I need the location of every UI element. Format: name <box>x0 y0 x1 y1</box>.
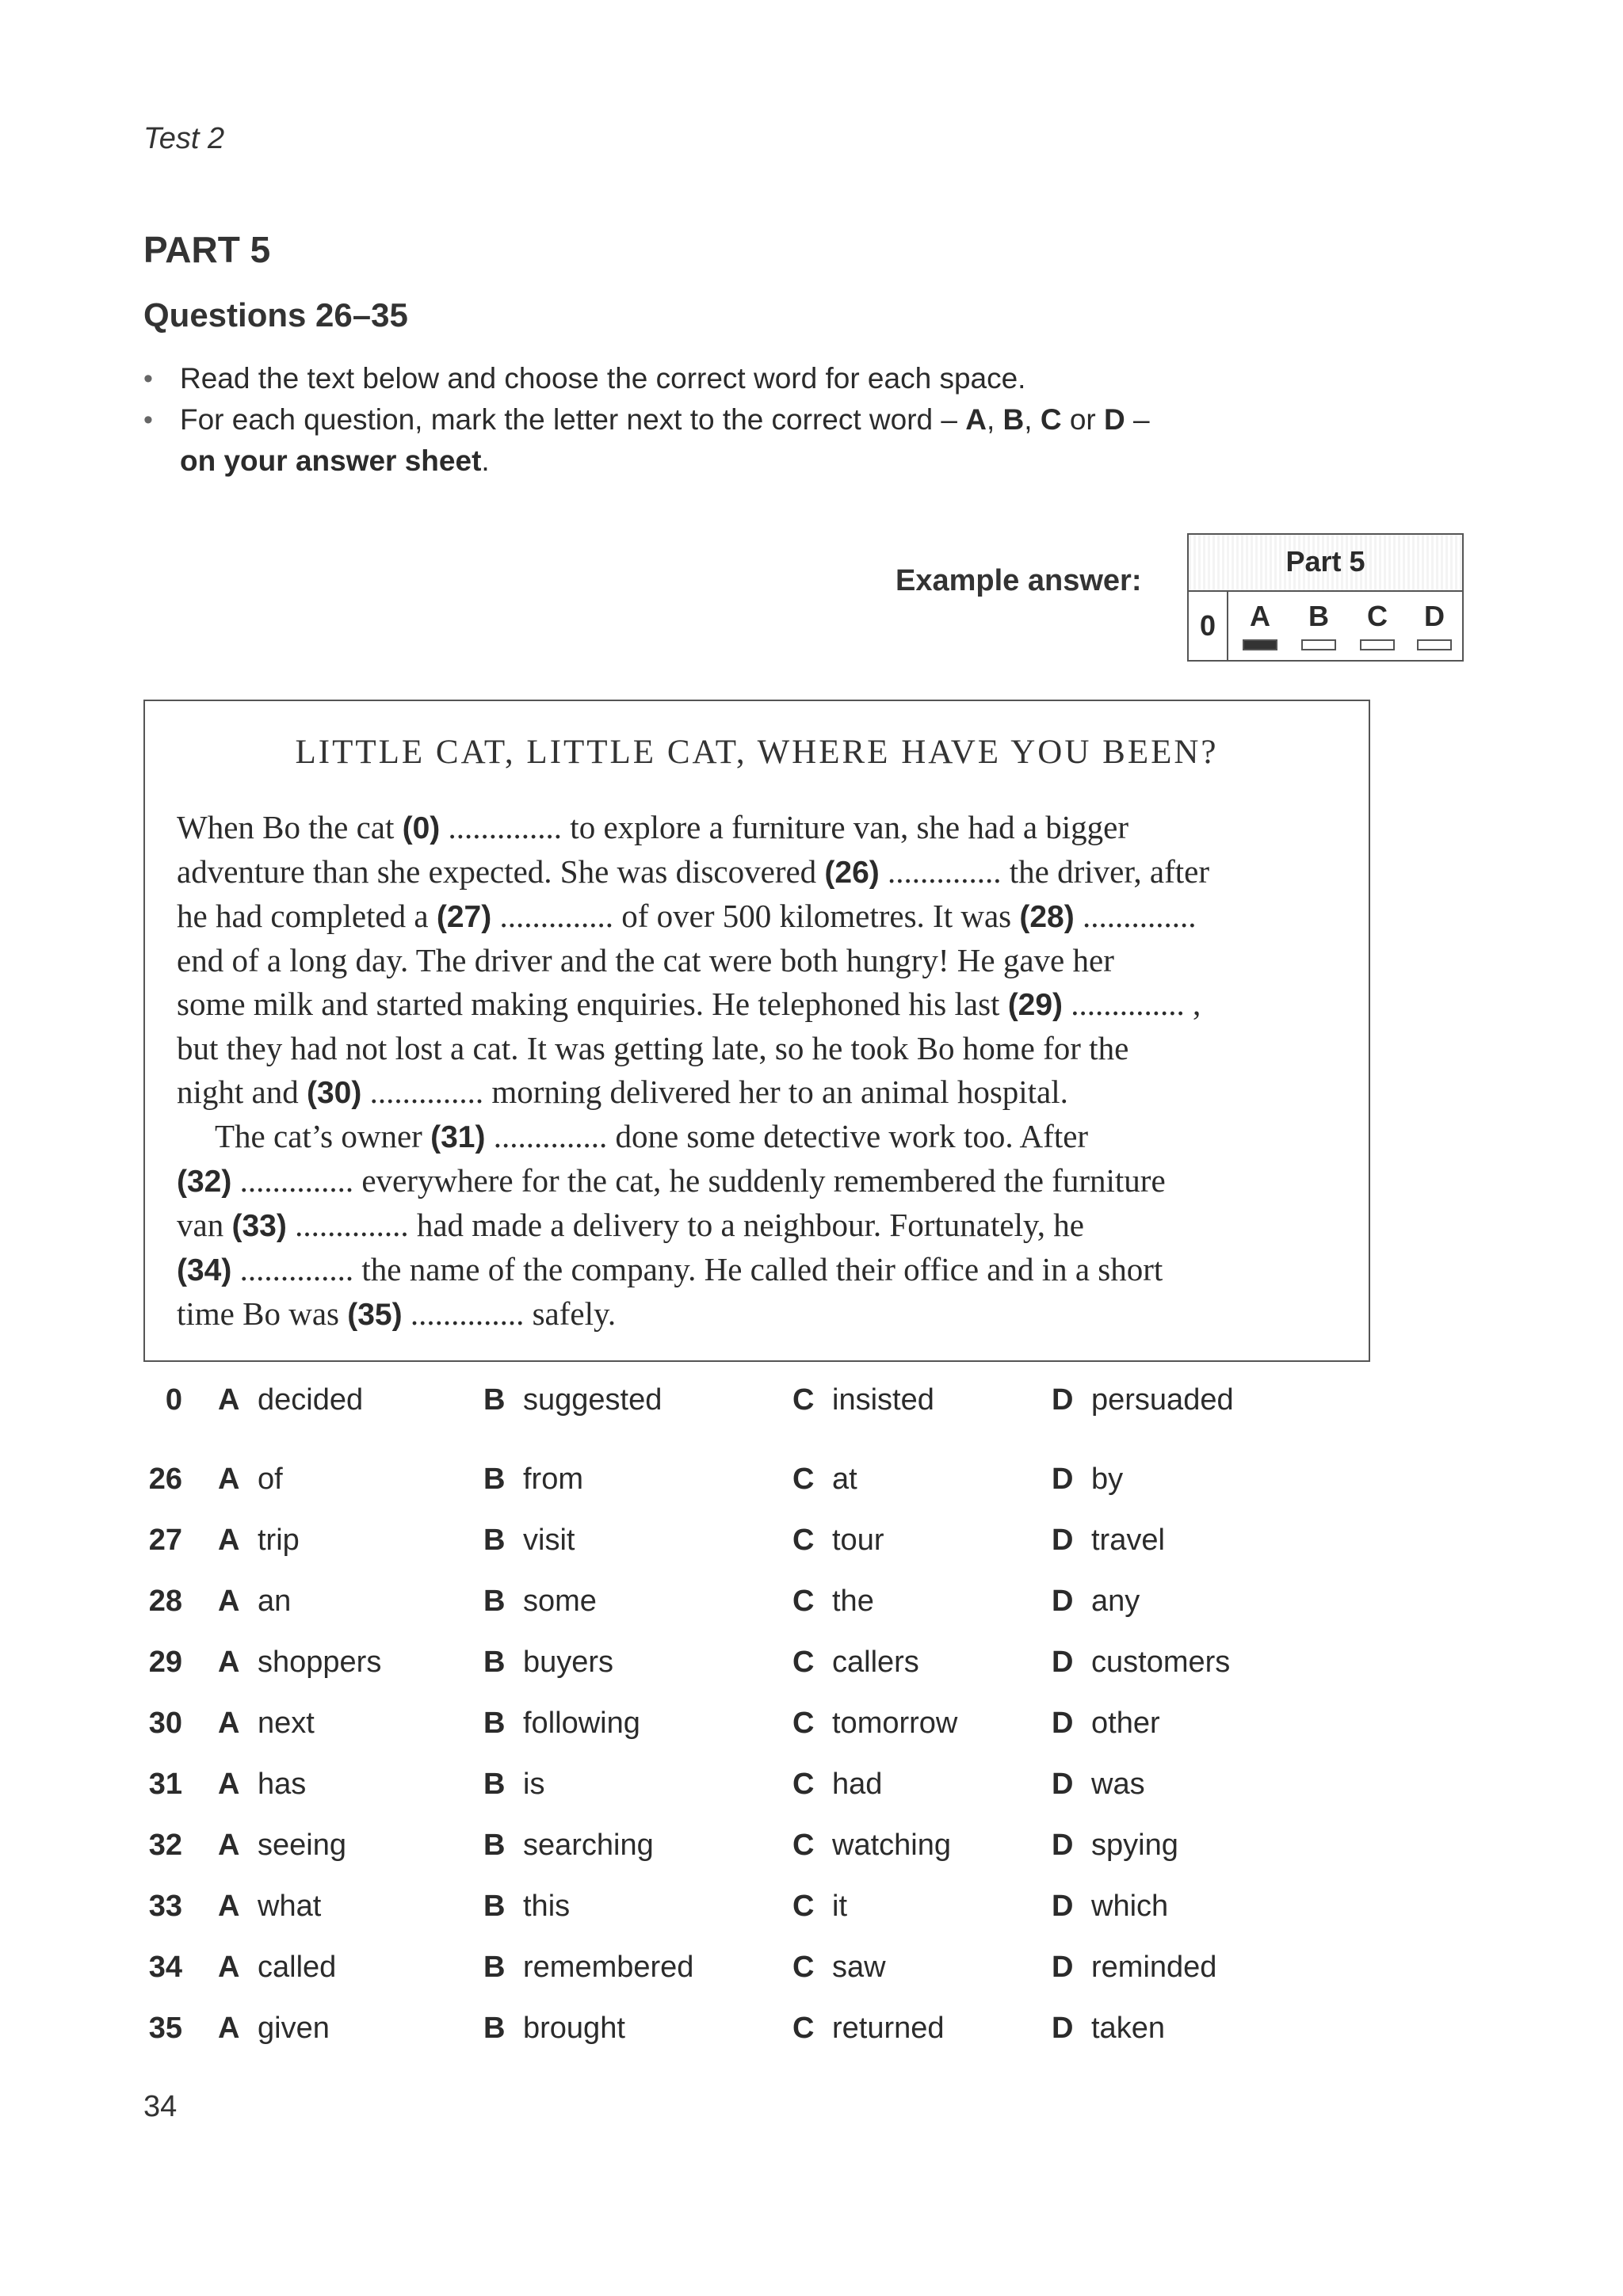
question-number: 31 <box>148 1768 182 1801</box>
passage-text: .............. morning delivered her to an animal hospital. <box>361 1074 1068 1110</box>
gap-number: (32) <box>177 1165 232 1199</box>
option-d <box>1052 1463 1123 1497</box>
question-number: 28 <box>148 1585 182 1618</box>
option-d <box>1052 1707 1160 1741</box>
option-b <box>483 1585 597 1619</box>
passage-line <box>177 1115 1342 1159</box>
option-word: saw <box>832 1951 886 1984</box>
option-row <box>135 2012 1403 2059</box>
option-d <box>1052 1383 1234 1417</box>
option-a <box>218 1524 300 1558</box>
answer-mark-a <box>1243 639 1277 650</box>
separator: – <box>1125 403 1150 436</box>
passage-line <box>177 939 1342 982</box>
letter-b: B <box>1002 403 1025 436</box>
option-a <box>218 1829 346 1863</box>
option-c <box>792 1951 886 1985</box>
option-letter: A <box>218 2012 240 2045</box>
option-letter: A <box>218 1829 240 1862</box>
option-word: remembered <box>523 1951 694 1984</box>
option-word: trip <box>258 1524 300 1557</box>
option-letter: C <box>792 1890 815 1923</box>
passage-line <box>177 1070 1342 1115</box>
option-word: tour <box>832 1524 884 1557</box>
option-letter: A <box>218 1463 240 1496</box>
option-d <box>1052 1524 1165 1558</box>
option-word: at <box>832 1463 857 1496</box>
passage-line <box>177 1292 1342 1337</box>
option-word: other <box>1091 1707 1160 1740</box>
option-c <box>792 1463 857 1497</box>
page-number: 34 <box>143 2090 178 2123</box>
answer-box-number: 0 <box>1189 592 1228 660</box>
gap-number: (30) <box>306 1076 362 1110</box>
passage-text: some milk and started making enquiries. He telephoned his last <box>177 986 1008 1022</box>
option-d <box>1052 1951 1216 1985</box>
option-letter: C <box>792 1951 815 1984</box>
option-word: is <box>523 1768 545 1801</box>
running-header: Test 2 <box>143 122 225 155</box>
passage-text: adventure than she expected. She was discovered <box>177 853 825 890</box>
gap-number: (27) <box>436 900 492 934</box>
option-letter: D <box>1052 1646 1074 1679</box>
option-word: callers <box>832 1646 919 1679</box>
option-letter: C <box>792 1585 815 1618</box>
passage-line <box>177 1027 1342 1070</box>
gap-number: (34) <box>177 1253 232 1287</box>
passage-text: van <box>177 1207 232 1243</box>
option-letter: D <box>1052 1585 1074 1618</box>
question-number: 32 <box>148 1829 182 1862</box>
question-number: 30 <box>148 1707 182 1740</box>
question-number: 35 <box>148 2012 182 2045</box>
option-a <box>218 2012 330 2046</box>
option-letter: B <box>483 1463 506 1496</box>
passage-line <box>177 806 1342 850</box>
option-a <box>218 1463 283 1497</box>
gap-number: (31) <box>430 1120 486 1154</box>
option-word: has <box>258 1768 307 1801</box>
option-letter: B <box>483 1890 506 1923</box>
question-number: 33 <box>148 1890 182 1923</box>
option-letter: C <box>792 2012 815 2045</box>
option-b <box>483 1463 583 1497</box>
letter-c: C <box>1040 403 1062 436</box>
passage-text: .............. the name of the company. He called their office and in a short <box>231 1251 1163 1287</box>
gap-number: (33) <box>231 1209 287 1243</box>
option-letter: B <box>483 1585 506 1618</box>
option-word: watching <box>832 1829 951 1862</box>
answer-option-a: A <box>1250 600 1270 632</box>
passage-line <box>177 982 1342 1027</box>
option-word: this <box>523 1890 571 1923</box>
passage-line <box>177 1248 1342 1292</box>
passage-text: night and <box>177 1074 307 1110</box>
separator: or <box>1061 403 1105 436</box>
question-number: 29 <box>148 1646 182 1679</box>
option-b <box>483 1768 544 1802</box>
option-c <box>792 1585 874 1619</box>
option-word: next <box>258 1707 315 1740</box>
option-word: visit <box>523 1524 575 1557</box>
option-word: any <box>1091 1585 1140 1618</box>
example-answer-label: Example answer: <box>896 564 1142 597</box>
passage-text: end of a long day. The driver and the cat were both hungry! He gave her <box>177 942 1114 978</box>
option-word: tomorrow <box>832 1707 958 1740</box>
option-letter: C <box>792 1646 815 1679</box>
option-letter: A <box>218 1524 240 1557</box>
option-letter: C <box>792 1383 815 1417</box>
option-b <box>483 1890 570 1924</box>
question-number: 34 <box>148 1951 182 1984</box>
option-d <box>1052 1768 1145 1802</box>
option-letter: B <box>483 1829 506 1862</box>
option-letter: C <box>792 1707 815 1740</box>
letter-d: D <box>1104 403 1125 436</box>
option-d <box>1052 1585 1140 1619</box>
option-letter: A <box>218 1383 240 1417</box>
option-word: some <box>523 1585 597 1618</box>
option-d <box>1052 1829 1178 1863</box>
option-b <box>483 1951 693 1985</box>
instruction-text: For each question, mark the letter next to the correct word – <box>180 403 966 436</box>
answer-option-d: D <box>1424 600 1445 632</box>
option-b <box>483 1524 575 1558</box>
option-word: the <box>832 1585 874 1618</box>
option-a <box>218 1951 336 1985</box>
option-letter: D <box>1052 1890 1074 1923</box>
passage-text: .............. of over 500 kilometres. It was <box>491 898 1020 934</box>
option-letter: D <box>1052 1707 1074 1740</box>
option-word: customers <box>1091 1646 1231 1679</box>
option-letter: C <box>792 1524 815 1557</box>
option-row <box>135 1707 1403 1754</box>
option-row <box>135 1829 1403 1876</box>
passage-text: .............. safely. <box>402 1295 617 1332</box>
example-answer-box <box>1187 533 1464 662</box>
option-word: buyers <box>523 1646 614 1679</box>
instruction-item <box>143 358 1269 399</box>
option-c <box>792 1829 951 1863</box>
option-letter: D <box>1052 1383 1074 1417</box>
answer-option-b: B <box>1308 600 1329 632</box>
answer-sheet-note: on your answer sheet <box>180 444 482 477</box>
separator: . <box>481 444 490 477</box>
option-letter: A <box>218 1951 240 1984</box>
option-letter: C <box>792 1829 815 1862</box>
instruction-item <box>143 399 1269 482</box>
option-letter: B <box>483 1707 506 1740</box>
passage-text: he had completed a <box>177 898 437 934</box>
option-word: by <box>1091 1463 1124 1496</box>
passage-text: When Bo the cat <box>177 809 403 845</box>
passage-body <box>177 806 1342 1337</box>
option-letter: B <box>483 1768 506 1801</box>
passage-title: LITTLE CAT, LITTLE CAT, WHERE HAVE YOU BEEN? <box>295 734 1219 771</box>
option-word: persuaded <box>1091 1383 1234 1417</box>
passage-text: time Bo was <box>177 1295 348 1332</box>
option-word: what <box>258 1890 322 1923</box>
question-number: 27 <box>148 1524 182 1557</box>
option-b <box>483 1646 613 1680</box>
option-word: reminded <box>1091 1951 1217 1984</box>
option-letter: D <box>1052 1951 1074 1984</box>
option-b <box>483 2012 625 2046</box>
passage-line <box>177 1203 1342 1248</box>
passage-text: .............. had made a delivery to a neighbour. Fortunately, he <box>286 1207 1084 1243</box>
option-letter: B <box>483 1524 506 1557</box>
option-word: was <box>1091 1768 1145 1801</box>
passage-text: .............. <box>1074 898 1197 934</box>
answer-mark-b <box>1301 639 1336 650</box>
option-c <box>792 2012 945 2046</box>
option-letter: A <box>218 1585 240 1618</box>
passage-text: but they had not lost a cat. It was getting late, so he took Bo home for the <box>177 1030 1129 1066</box>
option-word: which <box>1091 1890 1169 1923</box>
gap-number: (28) <box>1019 900 1075 934</box>
option-letter: A <box>218 1646 240 1679</box>
passage-line <box>177 850 1342 894</box>
option-letter: D <box>1052 1524 1074 1557</box>
option-a <box>218 1383 363 1417</box>
option-word: suggested <box>523 1383 663 1417</box>
passage-text: .............. the driver, after <box>879 853 1209 890</box>
answer-mark-d <box>1417 639 1452 650</box>
question-number: 26 <box>148 1463 182 1496</box>
option-row <box>135 1951 1403 1998</box>
option-word: spying <box>1091 1829 1178 1862</box>
option-word: shoppers <box>258 1646 382 1679</box>
option-letter: B <box>483 1951 506 1984</box>
option-letter: D <box>1052 1768 1074 1801</box>
option-word: seeing <box>258 1829 346 1862</box>
option-word: called <box>258 1951 337 1984</box>
option-letter: C <box>792 1768 815 1801</box>
gap-number: (26) <box>824 856 880 890</box>
option-c <box>792 1768 882 1802</box>
option-letter: A <box>218 1768 240 1801</box>
option-c <box>792 1646 919 1680</box>
option-letter: B <box>483 1383 506 1417</box>
option-letter: D <box>1052 1463 1074 1496</box>
option-letter: C <box>792 1463 815 1496</box>
option-row <box>135 1524 1403 1571</box>
question-number: 0 <box>165 1383 182 1417</box>
gap-number: (29) <box>1007 988 1064 1022</box>
option-word: an <box>258 1585 292 1618</box>
reading-text-box <box>143 700 1370 1362</box>
option-word: returned <box>832 2012 945 2045</box>
option-row <box>135 1585 1403 1632</box>
gap-number: (35) <box>347 1298 403 1332</box>
passage-text: .............. to explore a furniture van, she had a bigger <box>440 809 1129 845</box>
option-letter: A <box>218 1890 240 1923</box>
option-a <box>218 1768 306 1802</box>
option-c <box>792 1707 957 1741</box>
answer-box-title: Part 5 <box>1189 535 1462 592</box>
option-word: searching <box>523 1829 654 1862</box>
option-word: insisted <box>832 1383 934 1417</box>
option-c <box>792 1524 884 1558</box>
option-word: given <box>258 2012 330 2045</box>
option-d <box>1052 2012 1165 2046</box>
gap-number: (0) <box>402 811 441 845</box>
option-row <box>135 1646 1403 1693</box>
passage-text: .............. done some detective work too. After <box>485 1118 1089 1154</box>
option-a <box>218 1707 315 1741</box>
answer-option-c: C <box>1367 600 1388 632</box>
letter-a: A <box>965 403 987 436</box>
option-word: following <box>523 1707 640 1740</box>
part-title: PART 5 <box>143 229 271 270</box>
option-d <box>1052 1890 1168 1924</box>
option-word: travel <box>1091 1524 1165 1557</box>
instruction-text: Read the text below and choose the correct word for each space. <box>180 362 1026 395</box>
option-word: from <box>523 1463 583 1496</box>
passage-line <box>177 894 1342 939</box>
option-word: had <box>832 1768 883 1801</box>
option-a <box>218 1646 381 1680</box>
option-a <box>218 1585 291 1619</box>
passage-text: .............. , <box>1063 986 1201 1022</box>
option-letter: D <box>1052 2012 1074 2045</box>
option-letter: B <box>483 1646 506 1679</box>
separator: , <box>986 403 1003 436</box>
passage-text: The cat’s owner <box>215 1118 431 1154</box>
passage-line <box>177 1159 1342 1203</box>
instructions-list <box>143 358 1269 482</box>
option-b <box>483 1707 640 1741</box>
option-c <box>792 1890 847 1924</box>
option-word: decided <box>258 1383 364 1417</box>
option-a <box>218 1890 321 1924</box>
option-row <box>135 1383 1403 1431</box>
option-row <box>135 1463 1403 1510</box>
option-b <box>483 1383 662 1417</box>
option-word: brought <box>523 2012 625 2045</box>
option-letter: D <box>1052 1829 1074 1862</box>
option-c <box>792 1383 934 1417</box>
option-letter: B <box>483 2012 506 2045</box>
option-word: of <box>258 1463 283 1496</box>
option-letter: A <box>218 1707 240 1740</box>
separator: , <box>1024 403 1041 436</box>
option-word: taken <box>1091 2012 1165 2045</box>
option-d <box>1052 1646 1230 1680</box>
passage-text: .............. everywhere for the cat, he suddenly remembered the furniture <box>231 1162 1166 1199</box>
option-b <box>483 1829 654 1863</box>
answer-mark-c <box>1360 639 1395 650</box>
option-row <box>135 1890 1403 1937</box>
option-row <box>135 1768 1403 1815</box>
questions-title: Questions 26–35 <box>143 296 408 334</box>
option-word: it <box>832 1890 847 1923</box>
